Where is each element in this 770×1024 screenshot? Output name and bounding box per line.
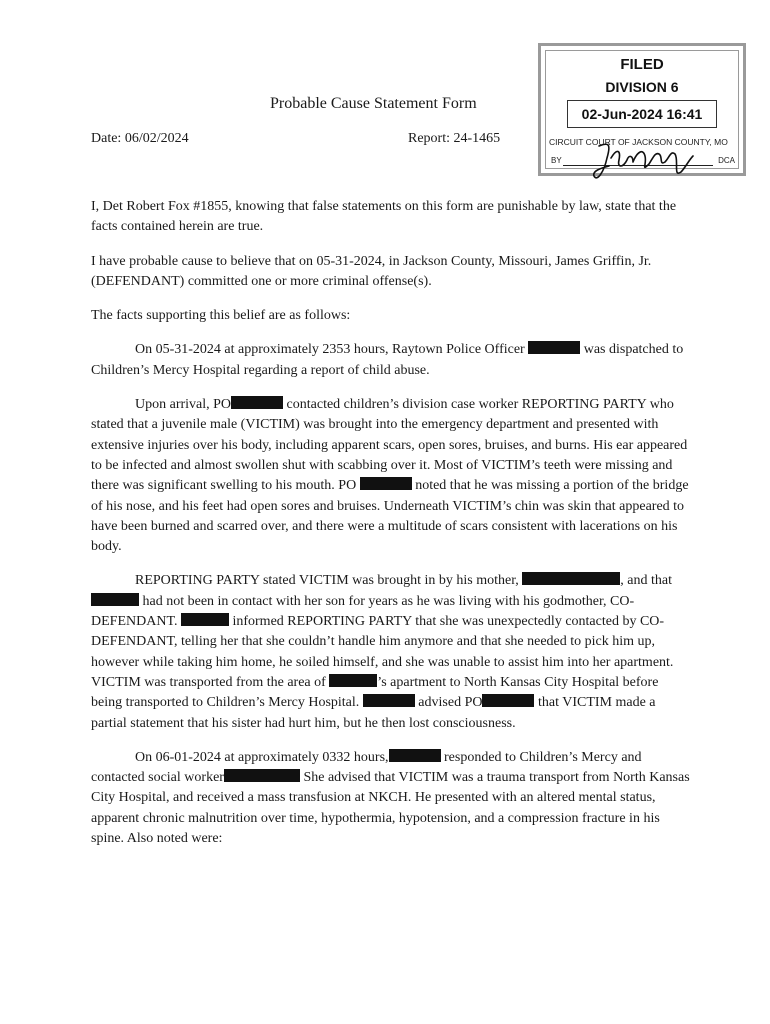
text-segment: had not been in contact with her son for years as he was living with his godmother, CO-DEFENDANT. [91, 593, 635, 630]
text-segment: , and that [620, 573, 673, 589]
text-segment: noted that he was missing a portion of the bridge of his nose, and his feet had open sores and bruises. Underneath VICTIM’s chin was skin that appeared to have been burned and scarred over, and there were a multitude of scars consistent with lacerations on his body. [91, 478, 689, 555]
paragraph-oath [91, 197, 691, 238]
redaction-bar [360, 477, 412, 490]
paragraph-facts-intro-text: The facts supporting this belief are as follows: [91, 308, 351, 324]
paragraph-facts-intro [91, 306, 691, 326]
redaction-bar [91, 593, 139, 606]
text-segment: responded to Children’s Mercy and contacted social worker [91, 749, 642, 786]
stamp-court-name: CIRCUIT COURT OF JACKSON COUNTY, MO [549, 137, 728, 147]
redaction-bar [181, 613, 229, 626]
stamp-filed-label: FILED [620, 56, 664, 73]
redaction-bar [224, 769, 300, 782]
text-segment: On 05-31-2024 at approximately 2353 hours, Raytown Police Officer [135, 342, 525, 358]
text-segment: was dispatched to Children’s Mercy Hospital regarding a report of child abuse. [91, 342, 684, 378]
text-segment: Upon arrival, PO [135, 397, 232, 413]
stamp-by-label: BY [551, 156, 562, 165]
redaction-bar [363, 694, 415, 707]
paragraph-probable-cause [91, 252, 691, 293]
text-segment: that VICTIM made a partial statement that his sister had hurt him, but he then lost consciousness. [91, 695, 656, 731]
text-segment: She advised that VICTIM was a trauma transport from North Kansas City Hospital, and received a mass transfusion at NKCH. He presented with an altered mental status, apparent chronic malnutrition over time, hypothermia, hypotension, and a compression fracture in his spine. Also noted were: [91, 770, 690, 847]
form-title: Probable Cause Statement Form [270, 95, 477, 112]
stamp-dca-label: DCA [718, 156, 735, 165]
statement-body [91, 197, 691, 863]
handwritten-signature [589, 138, 699, 184]
text-segment: contacted children’s division case worker REPORTING PARTY who stated that a juvenile male (VICTIM) was brought into the emergency department and presented with extensive injuries over his body, including apparent scars, open sores, bruises, and burns. His ear appeared to be infected and almost swollen shut with scabbing over it. Most of VICTIM’s teeth were missing and there was significant swelling to his mouth. PO [91, 397, 688, 494]
stamp-division: DIVISION 6 [605, 79, 679, 95]
text-segment: advised PO [418, 695, 483, 711]
text-segment: informed REPORTING PARTY that she was unexpectedly contacted by CO-DEFENDANT, telling her that she couldn’t handle him anymore and that she needed to pick him up, however while taking him home, he soiled himself, and she was unable to assist him into her apartment. VICTIM was transported from the area of [91, 614, 674, 690]
paragraph-arrival [91, 395, 691, 557]
paragraph-followup [91, 748, 691, 849]
paragraph-reporting-party [91, 571, 691, 733]
redaction-bar [329, 674, 377, 687]
text-segment: ’s apartment to North Kansas City Hospital before being transported to Children’s Mercy Hospital. [91, 674, 659, 711]
paragraph-dispatch [91, 340, 691, 381]
redaction-bar [528, 341, 580, 354]
stamp-datetime: 02-Jun-2024 16:41 [567, 100, 717, 128]
paragraph-oath-text: I, Det Robert Fox #1855, knowing that false statements on this form are punishable by law, state that the facts contained herein are true. [91, 199, 677, 235]
form-date: Date: 06/02/2024 [91, 131, 189, 146]
redaction-bar [482, 694, 534, 707]
report-number: Report: 24-1465 [408, 131, 501, 146]
paragraph-probable-cause-text: I have probable cause to believe that on 05-31-2024, in Jackson County, Missouri, James Griffin, Jr. (DEFENDANT) committed one or more criminal offense(s). [91, 253, 652, 289]
redaction-bar [389, 749, 441, 762]
text-segment: On 06-01-2024 at approximately 0332 hours, [135, 749, 389, 765]
redaction-bar [522, 572, 620, 585]
text-segment: REPORTING PARTY stated VICTIM was brought in by his mother, [135, 573, 519, 589]
filed-stamp [538, 43, 746, 176]
redaction-bar [231, 396, 283, 409]
